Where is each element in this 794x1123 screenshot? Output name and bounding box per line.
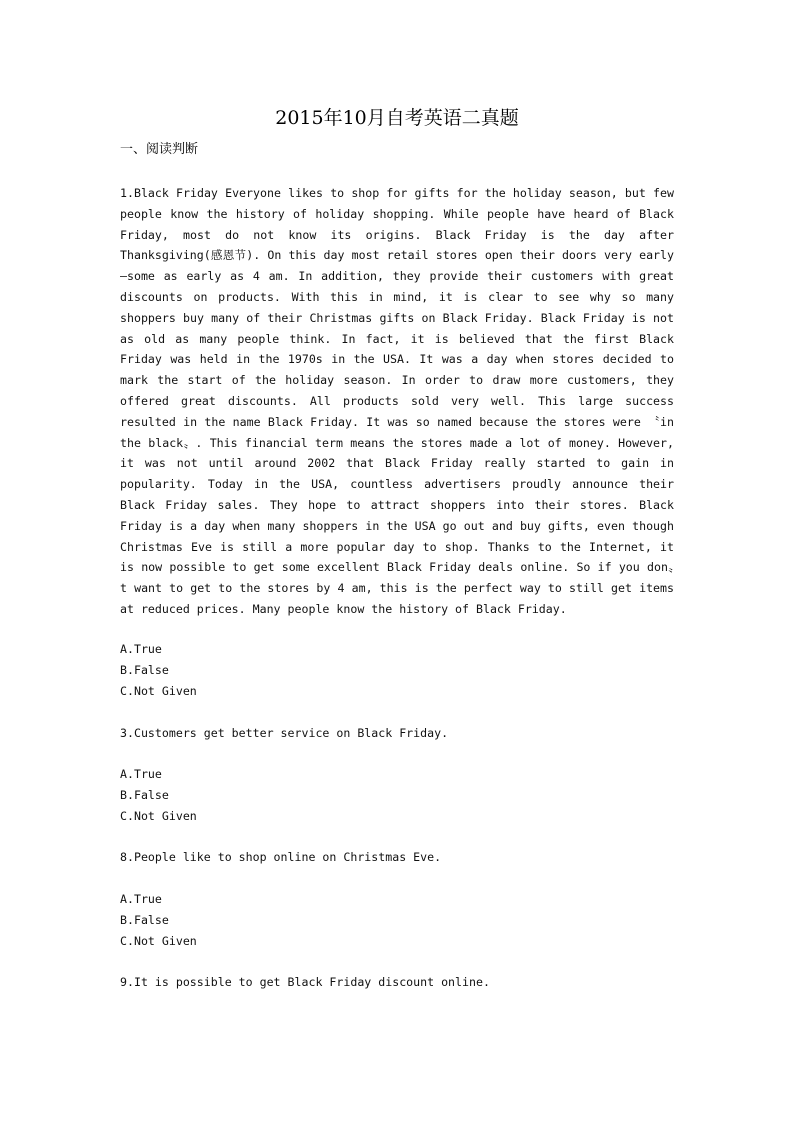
question-3: 3.Customers get better service on Black Friday. [120, 726, 449, 740]
answer-options-group-3 [120, 889, 197, 952]
option-c: C.Not Given [120, 934, 197, 948]
question-9: 9.It is possible to get Black Friday discount online. [120, 975, 490, 989]
option-b: B.False [120, 788, 169, 802]
section-heading: 一、阅读判断 [120, 142, 199, 157]
answer-options-group-1 [120, 639, 197, 702]
option-c: C.Not Given [120, 809, 197, 823]
option-c: C.Not Given [120, 684, 197, 698]
answer-options-group-2 [120, 764, 197, 827]
option-a: A.True [120, 642, 162, 656]
option-b: B.False [120, 663, 169, 677]
option-a: A.True [120, 892, 162, 906]
option-b: B.False [120, 913, 169, 927]
reading-passage: 1.Black Friday Everyone likes to shop for gifts for the holiday season, but few people know the history of holiday shopping. While people have heard of Black Friday, most do not know its origins. Black Friday is the day after Thanksgiving(感恩节). On this day most retail stores open their doors very early—some as early as 4 am. In addition, they provide their customers with great discounts on products. With this in mind, it is clear to see why so many shoppers buy many of their Christmas gifts on Black Friday. Black Friday is not as old as many people think. In fact, it is believed that the first Black Friday was held in the 1970s in the USA. It was a day when stores decided to mark the start of the holiday season. In order to draw more customers, they offered great discounts. All products sold very well. This large success resulted in the name Black Friday. It was so named because the stores were 〝in the black〟. This financial term means the stores made a lot of money. However, it was not until around 2002 that Black Friday really started to gain in popularity. Today in the USA, countless advertisers proudly announce their Black Friday sales. They hope to attract shoppers into their stores. Black Friday is a day when many shoppers in the USA go out and buy gifts, even though Christmas Eve is still a more popular day to shop. Thanks to the Internet, it is now possible to get some excellent Black Friday deals online. So if you don〟t want to get to the stores by 4 am, this is the perfect way to still get items at reduced prices. Many people know the history of Black Friday. [120, 186, 674, 616]
page-title: 2015年10月自考英语二真题 [275, 107, 519, 129]
option-a: A.True [120, 767, 162, 781]
question-8: 8.People like to shop online on Christmas Eve. [120, 850, 442, 864]
